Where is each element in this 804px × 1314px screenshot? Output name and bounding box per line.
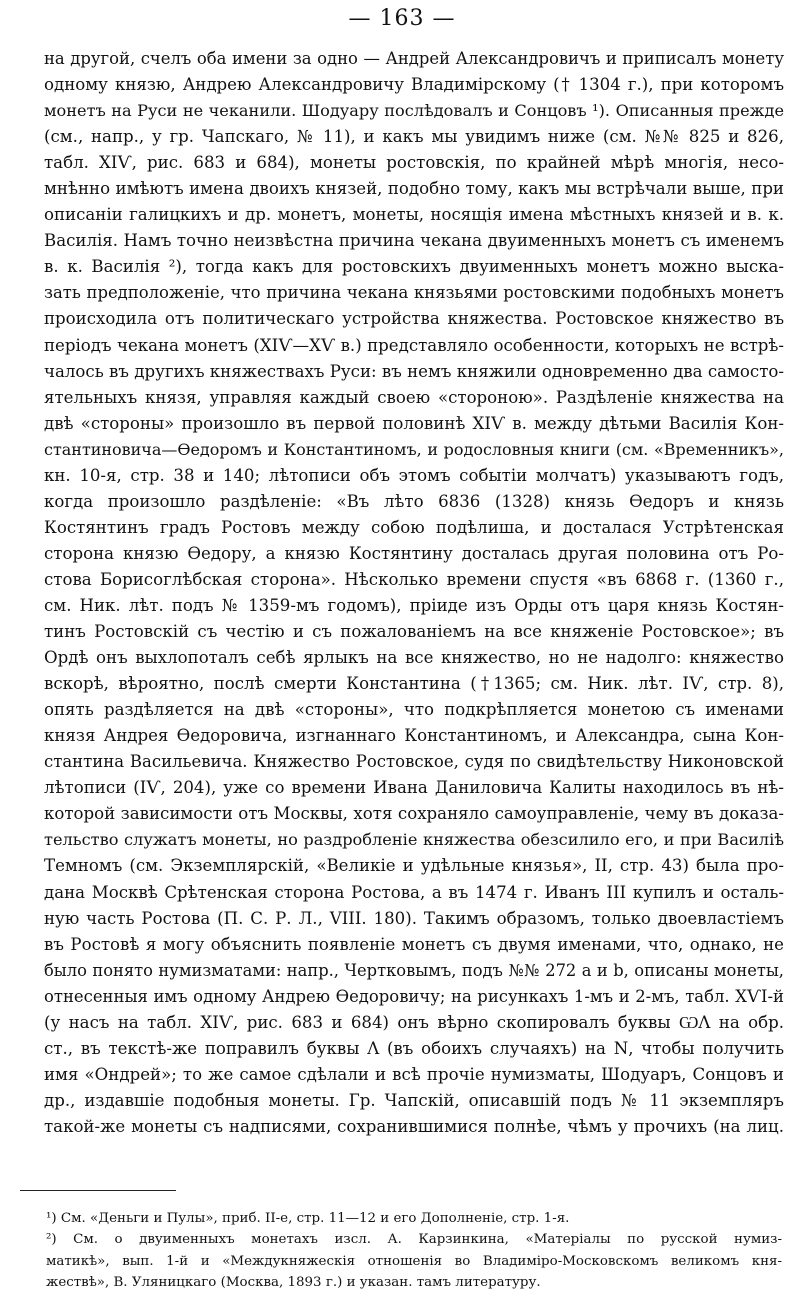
- text-line: ятельныхъ князя, управляя каждый своею «стороною». Раздѣленіе княжества на: [44, 387, 784, 407]
- text-line: Костянтинъ градъ Ростовъ между собою подѣлиша, и досталася Устрѣтенская: [44, 517, 784, 537]
- text-line: (у насъ на табл. XIѴ, рис. 683 и 684) онъ вѣрно скопировалъ буквы ѠΛ на обр.: [44, 1012, 784, 1032]
- text-line: монетъ на Руси не чеканили. Шодуару послѣдовалъ и Сонцовъ ¹). Описанныя прежде: [44, 101, 784, 121]
- text-line: тельство служатъ монеты, но раздробленіе княжества обезсилило его, и при Василіѣ: [44, 830, 784, 850]
- text-line: на другой, счелъ оба имени за одно — Андрей Александровичъ и приписалъ монету: [44, 49, 784, 68]
- text-line: происходила отъ политическаго устройства княжества. Ростовское княжество въ: [44, 309, 784, 329]
- text-line: которой зависимости отъ Москвы, хотя сохраняло самоуправленіе, чему въ доказа-: [44, 804, 784, 824]
- text-line: зать предположеніе, что причина чекана князьями ростовскими подобныхъ монетъ: [44, 283, 784, 303]
- footnote-continuation: жествѣ», В. Уляницкаго (Москва, 1893 г.) и указан. тамъ литературу.: [46, 1275, 541, 1291]
- text-line: Василія. Намъ точно неизвѣстна причина чекана двуименныхъ монетъ съ именемъ: [44, 231, 784, 251]
- text-line: тинъ Ростовскій съ честію и съ пожалованіемъ на все княженіе Ростовское»; въ: [44, 622, 784, 642]
- text-line: имя «Ондрей»; то же самое сдѣлали и всѣ прочіе нумизматы, Шодуаръ, Сонцовъ и: [44, 1064, 784, 1084]
- page-number: — 163 —: [348, 6, 456, 31]
- text-line: періодъ чекана монетъ (XIѴ—XѴ в.) представляло особенности, которыхъ не встрѣ-: [44, 335, 784, 355]
- text-line: описаніи галицкихъ и др. монетъ, монеты, носящія имена мѣстныхъ князей и в. к.: [44, 205, 784, 225]
- text-line: когда произошло раздѣленіе: «Въ лѣто 6836 (1328) князь Ѳедоръ и князь: [44, 491, 784, 511]
- text-line: отнесенныя имъ одному Андрею Ѳедоровичу; на рисункахъ 1-мъ и 2-мъ, табл. XѴI-й: [44, 986, 784, 1006]
- text-line: ст., въ текстѣ-же поправилъ буквы Λ (въ обоихъ случаяхъ) на Ν, чтобы получить: [44, 1038, 784, 1058]
- text-line: в. к. Василія ²), тогда какъ для ростовскихъ двуименныхъ монетъ можно выска-: [44, 257, 784, 277]
- text-line: было понято нумизматами: напр., Чертковымъ, подъ №№ 272 а и b, описаны монеты,: [44, 960, 784, 980]
- text-line: сторона князю Ѳедору, а князю Костянтину досталась другая половина отъ Ро-: [44, 543, 784, 563]
- text-line: (см., напр., у гр. Чапскаго, № 11), и какъ мы увидимъ ниже (см. №№ 825 и 826,: [44, 127, 784, 147]
- footnote: ¹) См. «Деньги и Пулы», приб. II-е, стр. 11—12 и его Дополненіе, стр. 1-я.: [46, 1211, 570, 1226]
- text-line: др., издавшіе подобныя монеты. Гр. Чапскій, описавшій подъ № 11 экземпляръ: [44, 1090, 784, 1110]
- footnotes: [46, 1208, 782, 1294]
- text-line: князя Андрея Ѳедоровича, изгнаннаго Константиномъ, и Александра, сына Кон-: [44, 726, 784, 746]
- text-line: одному князю, Андрею Александровичу Владимірскому († 1304 г.), при которомъ: [44, 75, 784, 95]
- text-line: стантина Васильевича. Княжество Ростовское, судя по свидѣтельству Никоновской: [44, 752, 784, 772]
- text-line: стова Борисоглѣбская сторона». Нѣсколько времени спустя «въ 6868 г. (1360 г.,: [44, 569, 784, 589]
- footnote-continuation: матикѣ», вып. 1-й и «Междукняжескія отношенія во Владиміро-Московскомъ великомъ кня-: [46, 1253, 782, 1269]
- text-line: въ Ростовѣ я могу объяснить появленіе монетъ съ двумя именами, что, однако, не: [44, 934, 784, 954]
- text-line: вскорѣ, вѣроятно, послѣ смерти Константина (†1365; см. Ник. лѣт. IѴ, стр. 8),: [44, 674, 784, 694]
- main-text: [44, 46, 784, 1140]
- text-line: ную часть Ростова (П. С. Р. Л., VIII. 180). Такимъ образомъ, только двоевластіемъ: [44, 908, 784, 928]
- text-line: опять раздѣляется на двѣ «стороны», что подкрѣпляется монетою съ именами: [44, 700, 784, 720]
- text-line: лѣтописи (IѴ, 204), уже со времени Ивана Даниловича Калиты находилось въ нѣ-: [44, 778, 784, 798]
- text-line: стантиновича—Ѳедоромъ и Константиномъ, и родословныя книги (см. «Временникъ»,: [44, 439, 784, 459]
- footnote-divider: [20, 1190, 176, 1191]
- text-line: дана Москвѣ Срѣтенская сторона Ростова, а въ 1474 г. Иванъ III купилъ и осталь-: [44, 882, 784, 902]
- text-line: см. Ник. лѣт. подъ № 1359-мъ годомъ), пріиде изъ Орды отъ царя князь Костян-: [44, 595, 784, 615]
- footnote: ²) См. о двуименныхъ монетахъ изсл. А. Карзинкина, «Матеріалы по русской нумиз-: [46, 1232, 782, 1248]
- text-line: чалось въ другихъ княжествахъ Руси: въ немъ княжили одновременно два самосто-: [44, 361, 784, 381]
- text-line: кн. 10-я, стр. 38 и 140; лѣтописи объ этомъ событіи молчатъ) указываютъ годъ,: [44, 465, 784, 485]
- text-line: табл. XIѴ, рис. 683 и 684), монеты ростовскія, по крайней мѣрѣ многія, несо-: [44, 153, 784, 173]
- text-line: такой-же монеты съ надписями, сохранившимися полнѣе, чѣмъ у прочихъ (на лиц.: [44, 1116, 784, 1136]
- text-line: Темномъ (см. Экземплярскій, «Великіе и удѣльные князья», II, стр. 43) была про-: [44, 856, 784, 876]
- text-line: двѣ «стороны» произошло въ первой половинѣ XIѴ в. между дѣтьми Василія Кон-: [44, 413, 784, 433]
- text-line: Ордѣ онъ выхлопоталъ себѣ ярлыкъ на все княжество, но не надолго: княжество: [44, 648, 784, 668]
- text-line: мнѣнно имѣютъ имена двоихъ князей, подобно тому, какъ мы встрѣчали выше, при: [44, 179, 784, 199]
